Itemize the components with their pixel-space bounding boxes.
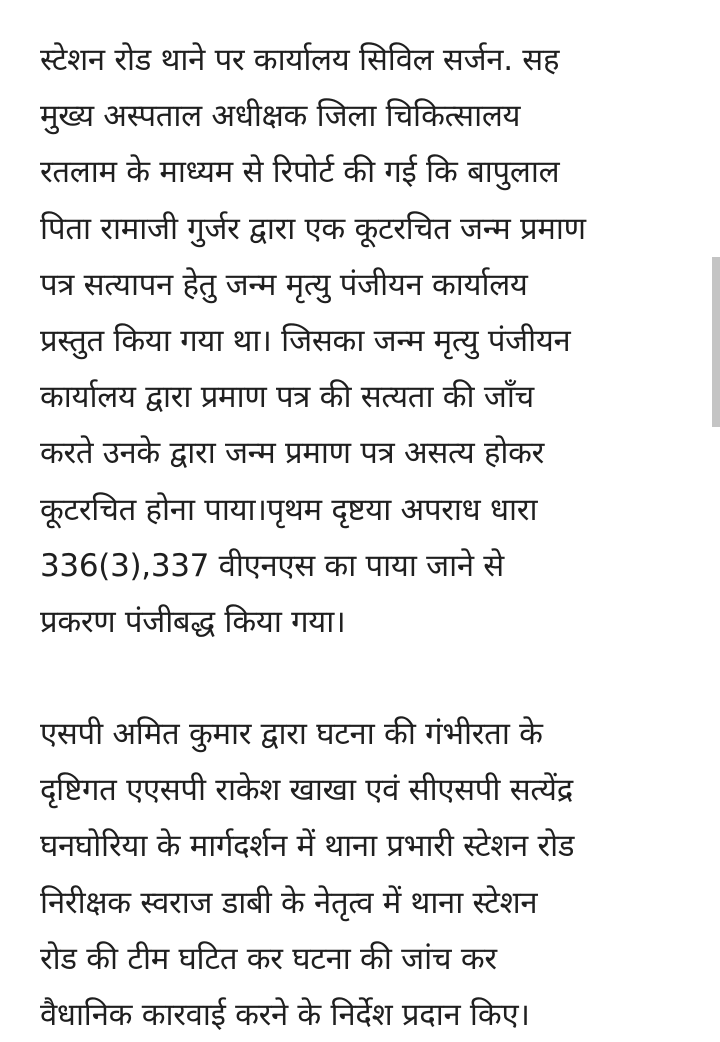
text-line: पिता रामाजी गुर्जर द्वारा एक कूटरचित जन्म प्रमाण <box>40 210 586 247</box>
text-line: निरीक्षक स्वराज डाबी के नेतृत्व में थाना स्टेशन <box>40 884 538 921</box>
text-line: रतलाम के माध्यम से रिपोर्ट की गई कि बापुलाल <box>40 154 560 191</box>
text-line: कार्यालय द्वारा प्रमाण पत्र की सत्यता की जाँच <box>40 379 534 416</box>
text-line: मुख्य अस्पताल अधीक्षक जिला चिकित्सालय <box>40 98 521 135</box>
article-body <box>40 32 688 1042</box>
text-line: करते उनके द्वारा जन्म प्रमाण पत्र असत्य होकर <box>40 435 545 472</box>
text-line: रोड की टीम घटित कर घटना की जांच कर <box>40 940 497 977</box>
paragraph-spacer <box>40 650 688 706</box>
paragraph-1 <box>40 32 688 650</box>
text-line: एसपी अमित कुमार द्वारा घटना की गंभीरता के <box>40 716 543 753</box>
text-line: स्टेशन रोड थाने पर कार्यालय सिविल सर्जन. सह <box>40 42 560 78</box>
text-line: प्रस्तुत किया गया था। जिसका जन्म मृत्यु पंजीयन <box>40 322 571 359</box>
text-line: दृष्टिगत एएसपी राकेश खाखा एवं सीएसपी सत्येंद्र <box>40 772 573 809</box>
text-line: वैधानिक कारवाई करने के निर्देश प्रदान किए। <box>40 997 530 1033</box>
text-line: पत्र सत्यापन हेतु जन्म मृत्यु पंजीयन कार्यालय <box>40 266 528 303</box>
text-line: प्रकरण पंजीबद्ध किया गया। <box>40 603 346 640</box>
text-line: 336(3),337 वीएनएस का पाया जाने से <box>40 547 504 584</box>
text-line: घनघोरिया के मार्गदर्शन में थाना प्रभारी स्टेशन रोड <box>40 828 575 865</box>
paragraph-2 <box>40 706 688 1042</box>
text-line: कूटरचित होना पाया।पृथम दृष्टया अपराध धारा <box>40 491 538 528</box>
vertical-scrollbar[interactable] <box>712 257 720 427</box>
